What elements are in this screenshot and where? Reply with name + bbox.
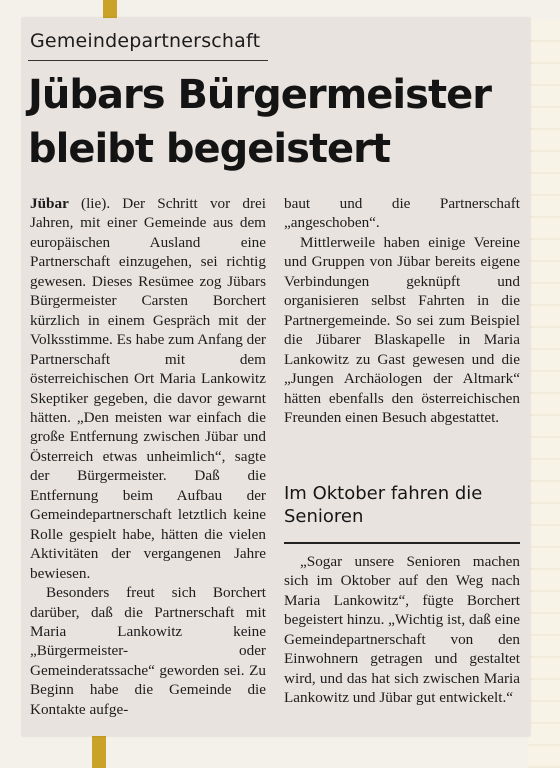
section-kicker: Gemeindepartnerschaft bbox=[30, 30, 261, 52]
subheading-rule bbox=[284, 542, 520, 544]
fold-mark-bottom bbox=[92, 735, 106, 768]
paragraph: Besonders freut sich Borchert darüber, daß die Partnerschaft mit Maria Lankowitz keine „Bürgermeister- oder Gemeinderatssache“ geworden sei. Zu Beginn habe die Gemeinde die Kontakte aufge- bbox=[30, 584, 266, 718]
subheading: Im Oktober fahren die Senioren bbox=[284, 483, 483, 527]
column-right-bottom bbox=[284, 552, 520, 708]
newspaper-clipping bbox=[22, 18, 530, 736]
background-page-edge bbox=[528, 20, 560, 768]
kicker-underline bbox=[28, 60, 268, 61]
column-right-top bbox=[284, 194, 520, 427]
headline: Jübars Bürgermeister bleibt begeistert bbox=[28, 72, 491, 172]
lead-text: (lie). Der Schritt vor drei Jahren, mit einer Gemeinde aus dem europäischen Ausland eine Partnerschaft einzugehen, sei richtig gewesen. Dieses Resümee zog Jübars Bürgermeister Carsten Borchert kürzlich in einem Gespräch mit der Volksstimme. Es habe zum Anfang der Partnerschaft mit dem österreichischen Ort Maria Lankowitz Skeptiker gegeben, die davor gewarnt hätten. „Den meisten war einfach die große Entfernung zwischen Jübar und Österreich etwas unheimlich“, sagte der Bürgermeister. Daß die Entfernung beim Aufbau der Gemeindepartnerschaft letztlich keine Rolle gespielt habe, hätten die vielen Aktivitäten der vergangenen Jahre bewiesen. bbox=[30, 195, 266, 582]
dateline: Jübar bbox=[30, 195, 69, 212]
paragraph: Mittlerweile haben einige Vereine und Gruppen von Jübar bereits eigene Verbindungen geknüpft und organisieren selbst Fahrten in die Partnergemeinde. So sei zum Beispiel die Jübarer Blaskapelle in Maria Lankowitz zu Gast gewesen und die „Jungen Archäologen der Altmark“ hätten ebenfalls den österreichischen Freunden einen Besuch abgestattet. bbox=[284, 233, 520, 426]
paragraph-quote: „Sogar unsere Senioren machen sich im Oktober auf den Weg nach Maria Lankowitz“, fügte Borchert begeistert hinzu. „Wichtig ist, daß eine Gemeindepartnerschaft von den Einwohnern getragen und gestaltet wird, und das hat sich zwischen Maria Lankowitz und Jübar gut entwickelt.“ bbox=[284, 553, 520, 707]
paragraph-lead bbox=[30, 194, 266, 583]
fold-mark-top bbox=[103, 0, 117, 20]
column-left bbox=[30, 194, 266, 719]
paragraph-continued: baut und die Partnerschaft „angeschoben“. bbox=[284, 195, 520, 232]
